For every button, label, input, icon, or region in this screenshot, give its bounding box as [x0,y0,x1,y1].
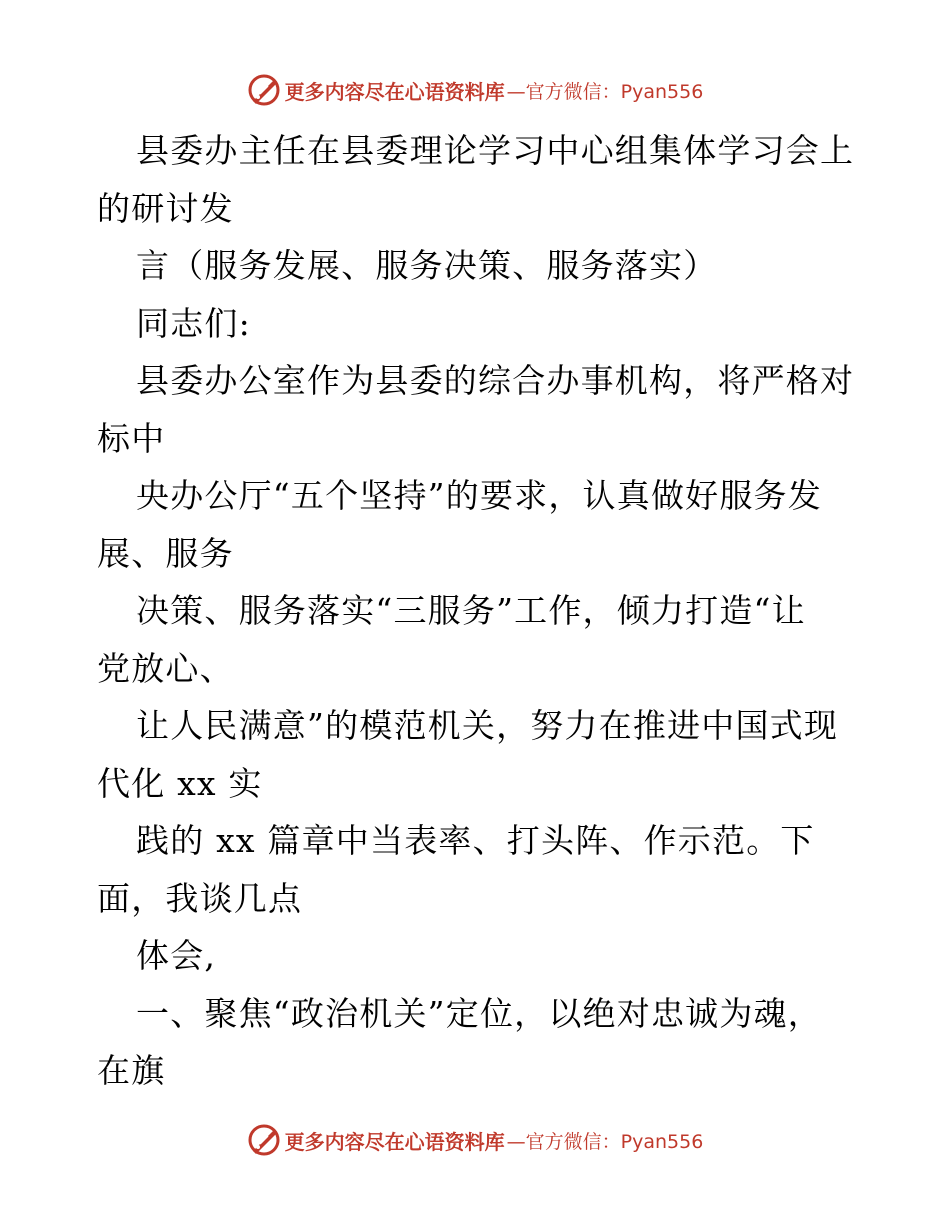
document-body [97,122,857,1100]
banner-contact-text: —官方微信：Pyan556 [506,1130,704,1153]
text-line: 标中 [97,418,166,458]
text-line: 县委办公室作为县委的综合办事机构，将严格对 [136,361,855,400]
text-line: 代化 xx 实 [97,763,263,803]
banner-contact-text: —官方微信：Pyan556 [506,80,704,103]
text-line: 面，我谈几点 [97,878,303,918]
text-line: 让人民满意”的模范机关，努力在推进中国式现 [136,706,839,745]
text-line: 央办公厅“五个坚持”的要求，认真做好服务发 [136,476,822,515]
text-line: 县委办主任在县委理论学习中心组集体学习会上 [136,131,855,170]
text-line: 同志们: [136,303,251,343]
footer-banner [0,1120,950,1160]
text-line: 践的 xx 篇章中当表率、打头阵、作示范。下 [136,821,815,860]
text-line: 在旗 [97,1051,166,1090]
text-line: 党放心、 [97,648,234,688]
text-line: 决策、服务落实“三服务”工作，倾力打造“让 [136,591,806,630]
text-line: 一、聚焦“政治机关”定位，以绝对忠诚为魂， [136,993,822,1033]
text-line: 体会, [136,936,217,975]
quill-pen-seal-icon [247,1123,281,1157]
header-banner [0,70,950,110]
quill-pen-seal-icon [247,73,281,107]
text-line: 的研讨发 [97,188,234,228]
banner-brand-text: 更多内容尽在心语资料库 [284,1129,505,1154]
text-line: 言（服务发展、服务决策、服务落实） [136,246,718,285]
banner-brand-text: 更多内容尽在心语资料库 [284,79,505,104]
text-line: 展、服务 [97,533,234,573]
